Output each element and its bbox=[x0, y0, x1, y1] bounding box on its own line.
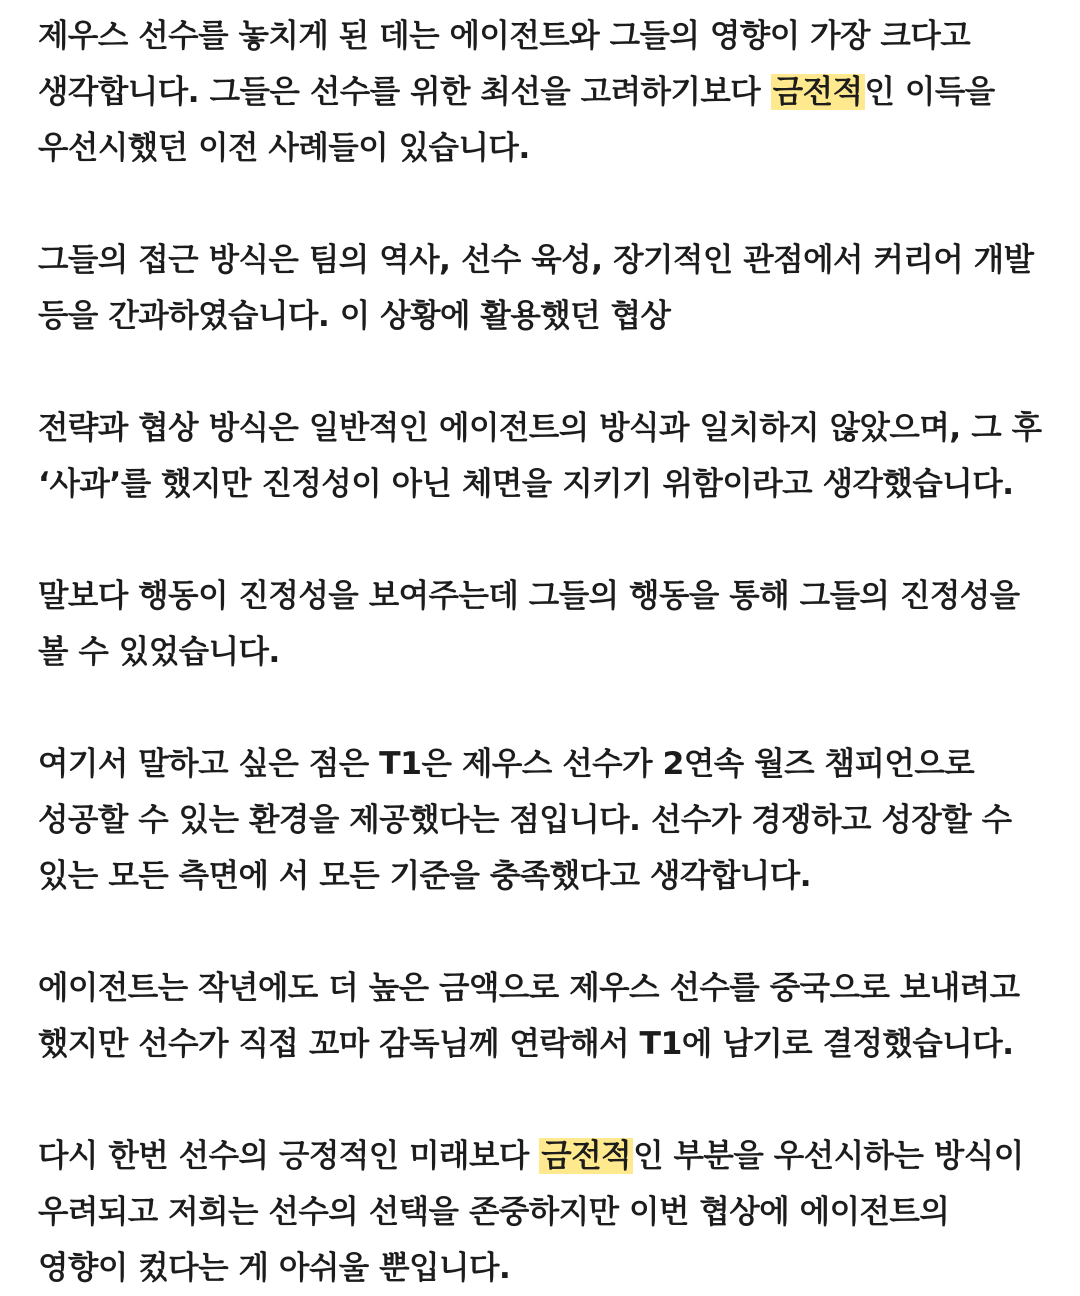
paragraph-2 bbox=[38, 232, 1048, 344]
highlighted-text: 금전적 bbox=[541, 1138, 632, 1174]
paragraph-text: 제우스 선수를 놓치게 된 데는 에이전트와 그들의 영향이 가장 크다고 생각합니다. 그들은 선수를 위한 최선을 고려하기보다 bbox=[38, 18, 971, 110]
paragraph-text: 그들의 접근 방식은 팀의 역사, 선수 육성, 장기적인 관점에서 커리어 개발 등을 간과하였습니다. 이 상황에 활용했던 협상 bbox=[38, 242, 1034, 334]
highlighted-text: 금전적 bbox=[772, 74, 863, 110]
paragraph-4 bbox=[38, 568, 1048, 680]
paragraph-text: 인 이득을 우선시했던 이전 사례들이 있습니다. bbox=[38, 74, 995, 166]
paragraph-3 bbox=[38, 400, 1048, 512]
paragraph-text: 다시 한번 선수의 긍정적인 미래보다 bbox=[38, 1138, 540, 1174]
paragraph-text: 인 부분을 우선시하는 방식이 우려되고 저희는 선수의 선택을 존중하지만 이번 협상에 에이전트의 영향이 컸다는 게 아쉬울 뿐입니다. bbox=[38, 1138, 1024, 1286]
paragraph-7 bbox=[38, 1128, 1048, 1296]
paragraph-text: 여기서 말하고 싶은 점은 T1은 제우스 선수가 2연속 월즈 챔피언으로 성공할 수 있는 환경을 제공했다는 점입니다. 선수가 경쟁하고 성장할 수 있는 모든 측면에 서 모든 기준을 충족했다고 생각합니다. bbox=[38, 746, 1012, 894]
paragraph-text: 말보다 행동이 진정성을 보여주는데 그들의 행동을 통해 그들의 진정성을 볼 수 있었습니다. bbox=[38, 578, 1020, 670]
paragraph-5 bbox=[38, 736, 1048, 904]
paragraph-text: 전략과 협상 방식은 일반적인 에이전트의 방식과 일치하지 않았으며, 그 후 ‘사과’를 했지만 진정성이 아닌 체면을 지키기 위함이라고 생각했습니다. bbox=[38, 410, 1042, 502]
paragraph-1 bbox=[38, 8, 1048, 176]
document-body bbox=[38, 8, 1048, 1296]
paragraph-text: 에이전트는 작년에도 더 높은 금액으로 제우스 선수를 중국으로 보내려고 했지만 선수가 직접 꼬마 감독님께 연락해서 T1에 남기로 결정했습니다. bbox=[38, 970, 1020, 1062]
paragraph-6 bbox=[38, 960, 1048, 1072]
